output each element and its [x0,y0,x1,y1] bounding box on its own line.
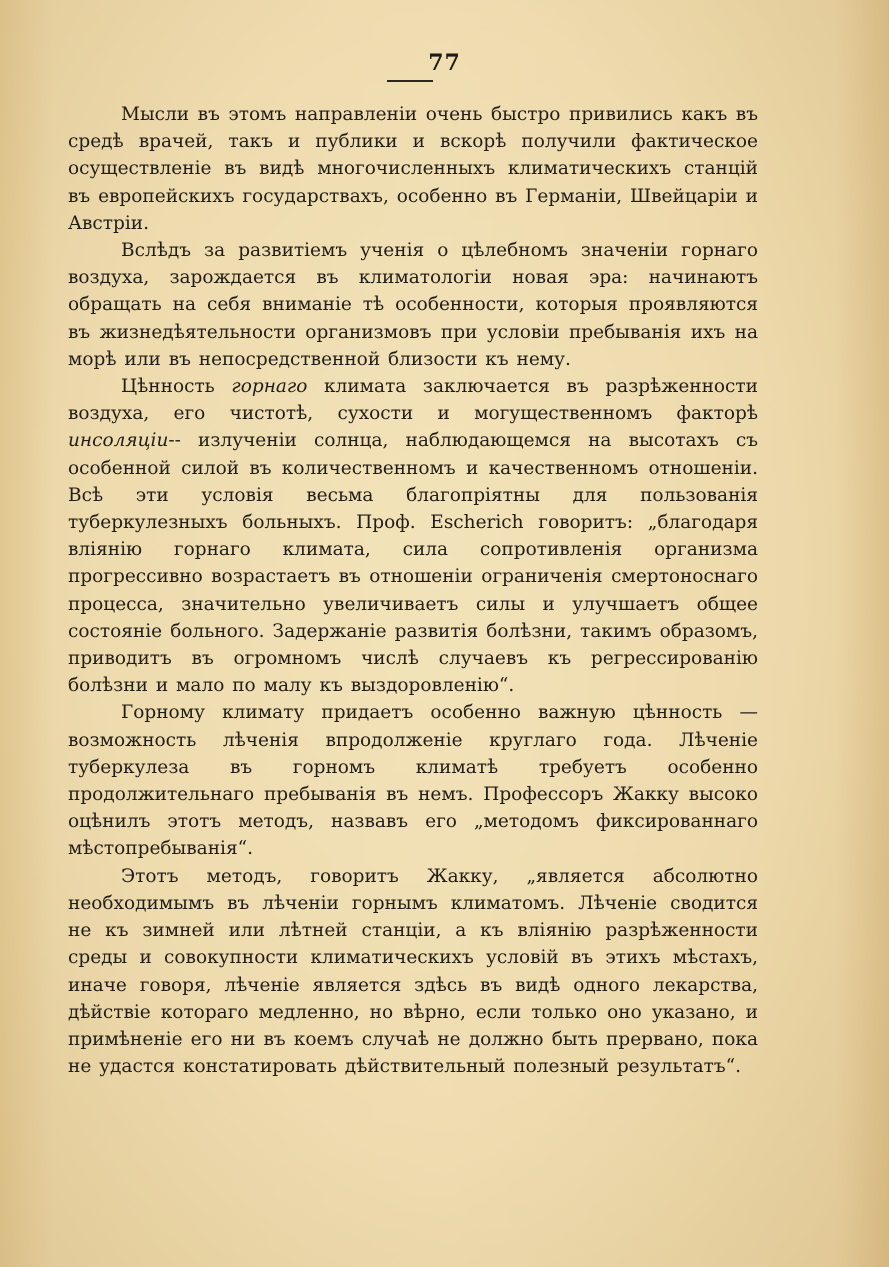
paragraph-3-part-2: климата заключается въ разрѣженности воздуха, его чистотѣ, сухости и могущественномъ факторѣ [68,376,758,425]
paragraph-2: Вслѣдъ за развитіемъ ученія о цѣлебномъ значеніи горнаго воздуха, зарождается въ климатологіи новая эра: начинаютъ обращать на себя вниманіе тѣ особенности, которыя проявляются въ жизнедѣятельности организмовъ при условіи пребыванія ихъ на морѣ или въ непосредственной близости къ нему. [68,240,758,370]
paragraph-3-part-3: -- излученіи солнца, наблюдающемся на высотахъ съ особенной силой въ количественномъ и качественномъ отношеніи. Всѣ эти условія весьма благопріятны для пользованія туберкулезныхъ больныхъ. Проф. Escherich говоритъ: „благодаря вліянію горнаго климата, сила сопротивленія организма прогрессивно возрастаетъ въ отношеніи ограниченія смертоноснаго процесса, значительно увеличиваетъ силы и улучшаетъ общее состояніе больного. Задержаніе развитія болѣзни, такимъ образомъ, приводитъ въ огромномъ числѣ случаевъ къ регрессированію болѣзни и мало по малу къ выздоровленію“. [68,430,758,697]
paragraph-1: Мысли въ этомъ направленіи очень быстро привились какъ въ средѣ врачей, такъ и публики и вскорѣ получили фактическое осуществленіе въ видѣ многочисленныхъ климатическихъ станцій въ европейскихъ государствахъ, особенно въ Германіи, Швейцаріи и Австріи. [68,104,758,234]
paragraph-5: Этотъ методъ, говоритъ Жакку, „является абсолютно необходимымъ въ лѣченіи горнымъ климатомъ. Лѣченіе сводится не къ зимней или лѣтней станціи, а къ вліянію разрѣженности среды и совокупности климатическихъ условій въ этихъ мѣстахъ, иначе говоря, лѣченіе является здѣсь въ видѣ одного лекарства, дѣйствіе котораго медленно, но вѣрно, если только оно указано, и примѣненіе его ни въ коемъ случаѣ не должно быть прервано, пока не удастся констатировать дѣйствительный полезный результатъ“. [68,865,758,1078]
page-number: 77 [428,50,461,76]
paragraph-3-part-1: Цѣнность [121,376,232,398]
page-number-rule [387,80,433,82]
paragraph-3-italic-1: горнаго [231,376,308,398]
paragraph-3-italic-2: инсоляціи [68,430,169,452]
body-text [68,101,758,1080]
paragraph-3 [68,373,758,699]
paragraph-4: Горному климату придаетъ особенно важную цѣнность — возможность лѣченія впродолженіе круглаго года. Лѣченіе туберкулеза въ горномъ климатѣ требуетъ особенно продолжительнаго пребыванія въ немъ. Профессоръ Жакку высоко оцѣнилъ этотъ методъ, назвавъ его „методомъ фиксированнаго мѣстопребыванія“. [68,702,758,860]
